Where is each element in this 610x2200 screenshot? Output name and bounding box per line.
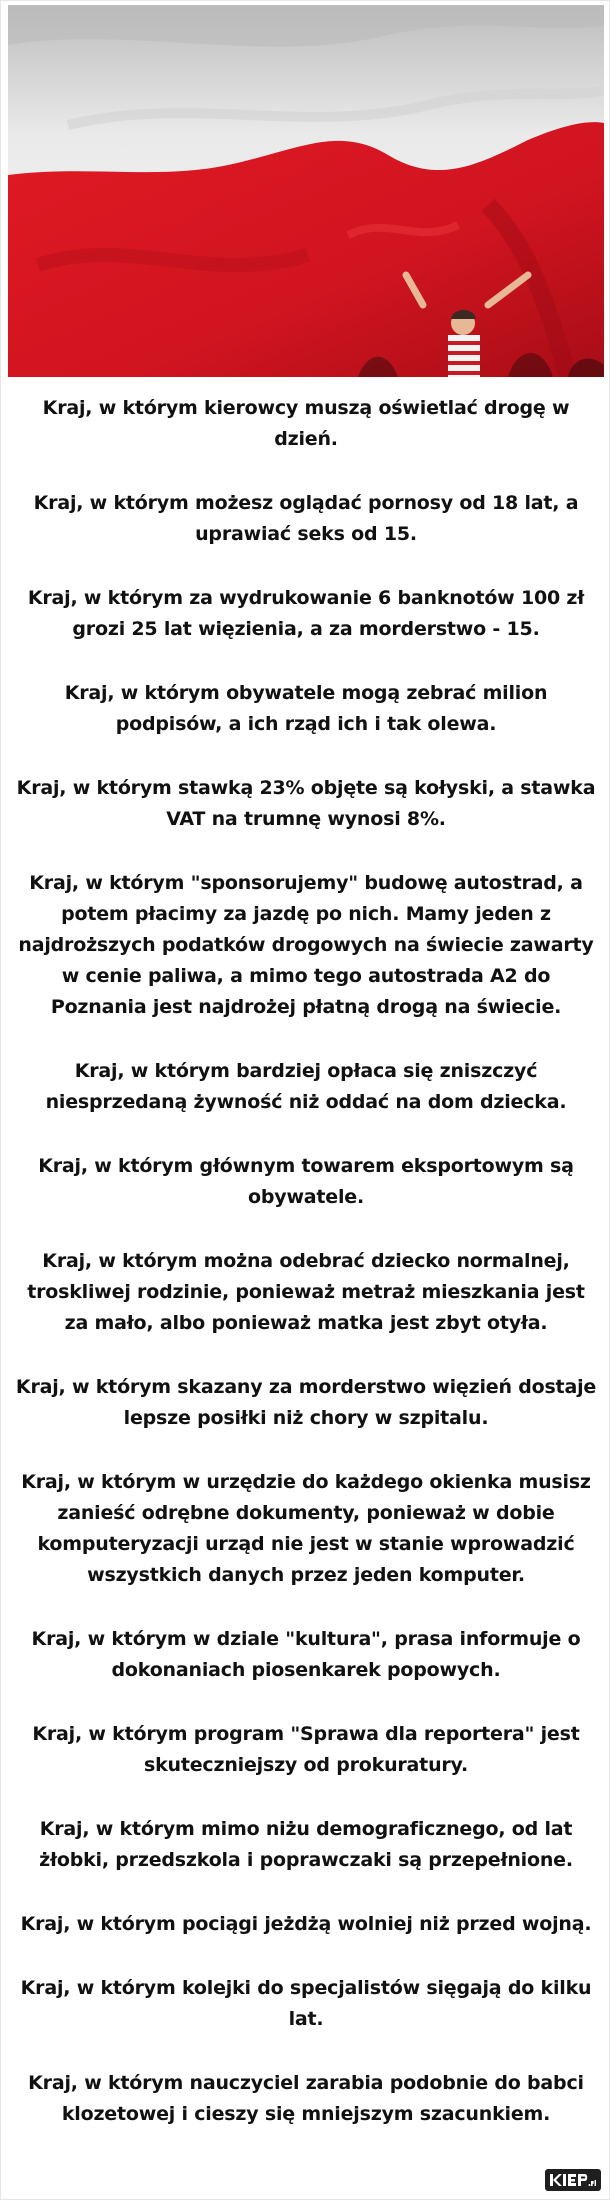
statement-item: Kraj, w którym stawką 23% objęte są kołyski, a stawka VAT na trumnę wynosi 8%.: [16, 777, 596, 830]
statement-item: Kraj, w którym obywatele mogą zebrać milion podpisów, a ich rząd ich i tak olewa.: [64, 682, 548, 735]
polish-flag-photo: [8, 5, 604, 377]
statement-item: Kraj, w którym w urzędzie do każdego okienka musisz zanieść odrębne dokumenty, ponieważ w dobie komputeryzacji urząd nie jest w stanie wprowadzić wszystkich danych przez jeden komputer.: [21, 1471, 591, 1586]
statement-item: Kraj, w którym nauczyciel zarabia podobnie do babci klozetowej i cieszy się mniejszym szacunkiem.: [28, 2072, 584, 2125]
statement-item: Kraj, w którym możesz oglądać pornosy od 18 lat, a uprawiać seks od 15.: [33, 492, 579, 545]
statement-item: Kraj, w którym można odebrać dziecko normalnej, troskliwej rodzinie, ponieważ metraż mieszkania jest za mało, albo ponieważ matka jest zbyt otyła.: [27, 1250, 585, 1334]
statement-item: Kraj, w którym program "Sprawa dla reportera" jest skuteczniejszy od prokuratury.: [32, 1723, 580, 1776]
statement-item: Kraj, w którym kolejki do specjalistów sięgają do kilku lat.: [20, 1977, 592, 2030]
kiep-pl-logo: [545, 2169, 601, 2191]
statement-item: Kraj, w którym skazany za morderstwo więzień dostaje lepsze posiłki niż chory w szpitalu.: [15, 1376, 597, 1429]
statement-item: Kraj, w którym kierowcy muszą oświetlać drogę w dzień.: [42, 397, 570, 450]
statements-list: [13, 393, 599, 2163]
statement-item: Kraj, w którym w dziale "kultura", prasa informuje o dokonaniach piosenkarek popowych.: [31, 1628, 581, 1681]
statement-item: Kraj, w którym za wydrukowanie 6 banknotów 100 zł grozi 25 lat więzienia, a za morderstwo - 15.: [27, 587, 585, 640]
statement-item: Kraj, w którym pociągi jeżdżą wolniej niż przed wojną.: [20, 1913, 592, 1935]
statement-item: Kraj, w którym "sponsorujemy" budowę autostrad, a potem płacimy za jazdę po nich. Mamy jeden z najdroższych podatków drogowych na świecie zawarty w cenie paliwa, a mimo tego autostrada A2 do Poznania jest najdrożej płatną drogą na świecie.: [18, 872, 594, 1018]
statement-item: Kraj, w którym bardziej opłaca się zniszczyć niesprzedaną żywność niż oddać na dom dziecka.: [45, 1060, 567, 1113]
statement-item: Kraj, w którym mimo niżu demograficznego, od lat żłobki, przedszkola i poprawczaki są przepełnione.: [39, 1818, 573, 1871]
statement-item: Kraj, w którym głównym towarem eksportowym są obywatele.: [38, 1155, 574, 1208]
